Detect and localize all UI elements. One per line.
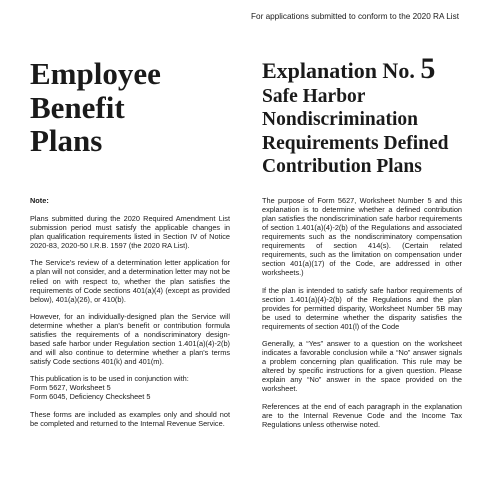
explanation-number-line: [262, 52, 472, 85]
body-paragraph: If the plan is intended to satisfy safe harbor requirements of section 1.401(a)(4)-2(b) of the Regulations and the plan provides for permitted disparity, Worksheet Number 5B may be used to determine whether the disparity satisfies the requirements of section 401(l) of the Code: [262, 285, 462, 331]
body-paragraph: Generally, a “Yes” answer to a question on the worksheet indicates a favorable conclusion while a “No” answer signals a problem concerning plan qualification. This rule may be altered by specific instructions for a given question. Please explain any “No” answer in the space provided on the worksheet.: [262, 339, 462, 394]
forms-list: [30, 374, 230, 401]
subtitle-line: Requirements Defined: [262, 132, 449, 154]
explanation-subtitle: [262, 85, 472, 179]
left-text-column: [30, 196, 230, 436]
publication-title: [30, 57, 220, 158]
body-paragraph: References at the end of each paragraph in the explanation are to the Internal Revenue Code and the Income Tax Regulations unless otherwise noted.: [262, 401, 462, 429]
form-reference: Form 5627, Worksheet 5: [30, 383, 111, 393]
form-reference: Form 6045, Deficiency Checksheet 5: [30, 392, 151, 402]
note-paragraph: However, for an individually-designed plan the Service will determine whether a plan's benefit or contribution formula satisfies the requirements of a nondiscriminatory design-based safe harbor under Regulation section 1.401(a)(4)-2(b) and will also continue to determine whether a plan's terms satisfy Code sections 401(k) and 401(m).: [30, 311, 230, 367]
note-paragraph: Plans submitted during the 2020 Required Amendment List submission period must satisfy the applicable changes in plan qualification requirements listed in Section IV of Notice 2020-83, 2020-50 I.R.B. 1597 (the 2020 RA List).: [30, 214, 230, 251]
subtitle-line: Safe Harbor: [262, 86, 366, 107]
page-header: For applications submitted to conform to the 2020 RA List: [251, 12, 459, 21]
explanation-number: 5: [420, 52, 436, 85]
title-line: Plans: [30, 123, 103, 158]
title-line: Benefit: [30, 89, 125, 125]
title-line: Employee: [30, 56, 161, 91]
note-label: Note:: [30, 196, 49, 205]
forms-list-intro: This publication is to be used in conjunction with:: [30, 374, 189, 384]
note-paragraph: These forms are included as examples only and should not be completed and returned to the Internal Revenue Service.: [30, 409, 230, 428]
explanation-heading: [262, 52, 472, 179]
subtitle-line: Contribution Plans: [262, 156, 422, 178]
body-paragraph: The purpose of Form 5627, Worksheet Number 5 and this explanation is to determine whether a defined contribution plan satisfies the nondiscrimination safe harbor requirements of section 1.401(a)(4)-2(b) of the Regulations and associated requirements such as the nondiscriminatory compensation requirements of section 414(s). (Certain related requirements, such as the limitation on compensation under section 401(a)(17) of the Code, are addressed in other worksheets.): [262, 196, 462, 278]
right-text-column: [262, 196, 462, 437]
explanation-label: Explanation No.: [262, 58, 415, 83]
subtitle-line: Nondiscrimination: [262, 109, 419, 131]
note-paragraph: The Service's review of a determination letter application for a plan will not consider, and a determination letter may not be relied on with respect to, whether the plan satisfies the requirements of Code sections 401(a)(4) (except as provided below), 401(a)(26), or 410(b).: [30, 258, 230, 304]
